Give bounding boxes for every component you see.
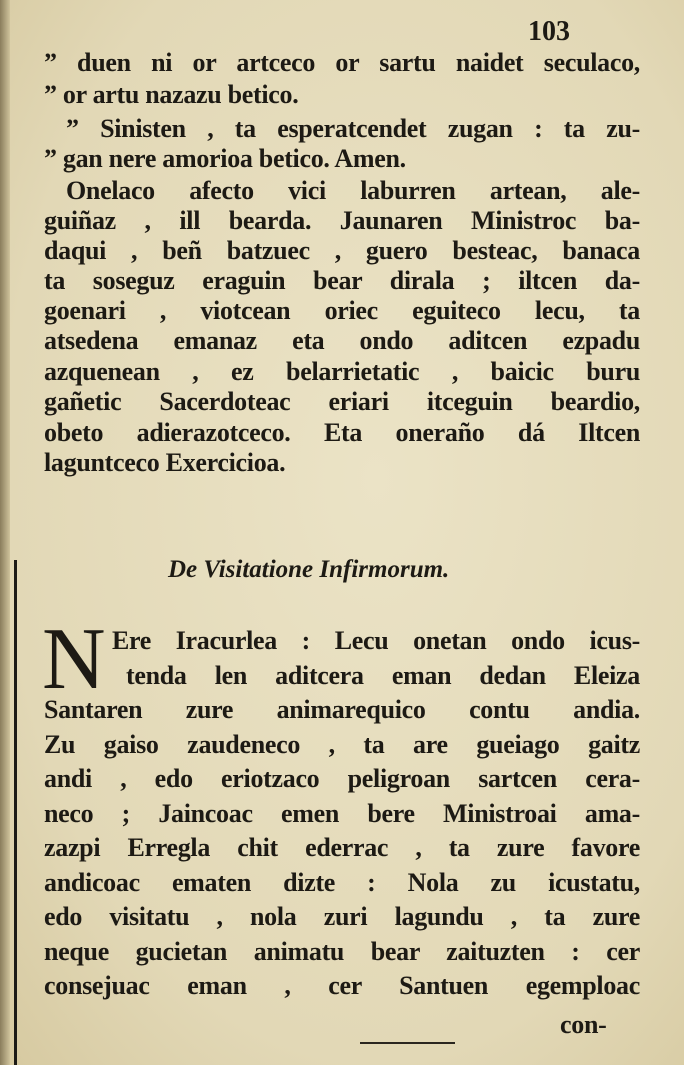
text-line: andi , edo eriotzaco peligroan sartcen cera-	[44, 764, 640, 793]
text-line: ta soseguz eraguin bear dirala ; iltcen da-	[44, 266, 640, 295]
page-number: 103	[528, 16, 570, 47]
catchword: con-	[560, 1010, 607, 1039]
text-line: daqui , beñ batzuec , guero besteac, banaca	[44, 236, 640, 265]
text-line: laguntceco Exercicioa.	[44, 448, 286, 477]
text-line: consejuac eman , cer Santuen egemploac	[44, 971, 640, 1000]
text-line: neque gucietan animatu bear zaituzten : cer	[44, 936, 640, 966]
text-line: goenari , viotcean oriec eguiteco lecu, ta	[44, 296, 640, 325]
text-line: obeto adierazotceco. Eta oneraño dá Iltcen	[44, 418, 640, 447]
text-line: zazpi Erregla chit ederrac , ta zure favore	[44, 833, 640, 862]
footer-rule	[360, 1042, 455, 1044]
text-line: Ere Iracurlea : Lecu onetan ondo icus-	[112, 626, 640, 655]
text-line: ” Sinisten , ta esperatcendet zugan : ta zu-	[66, 114, 640, 143]
text-line: guiñaz , ill bearda. Jaunaren Ministroc ba-	[44, 206, 640, 235]
text-line: ” or artu nazazu betico.	[44, 80, 299, 109]
text-line: azquenean , ez belarrietatic , baicic buru	[44, 357, 640, 386]
text-line: edo visitatu , nola zuri lagundu , ta zure	[44, 902, 640, 931]
text-line: tenda len aditcera eman dedan Eleiza	[126, 660, 640, 690]
text-line: Onelaco afecto vici laburren artean, ale-	[66, 176, 640, 205]
text-line: Zu gaiso zaudeneco , ta are gueiago gaitz	[44, 729, 640, 759]
text-line: andicoac ematen dizte : Nola zu icustatu,	[44, 867, 640, 897]
page-gutter-shadow	[0, 0, 10, 1065]
text-line: Santaren zure animarequico contu andia.	[44, 695, 640, 724]
text-line: ” duen ni or artceco or sartu naidet seculaco,	[44, 48, 640, 77]
drop-cap: N	[42, 611, 106, 708]
section-heading: De Visitatione Infirmorum.	[168, 556, 450, 583]
text-line: neco ; Jaincoac emen bere Ministroai ama-	[44, 798, 640, 828]
text-line: gañetic Sacerdoteac eriari itceguin beardio,	[44, 387, 640, 416]
text-line: ” gan nere amorioa betico. Amen.	[44, 144, 406, 173]
binding-edge	[14, 560, 17, 1065]
text-line: atsedena emanaz eta ondo aditcen ezpadu	[44, 326, 640, 355]
